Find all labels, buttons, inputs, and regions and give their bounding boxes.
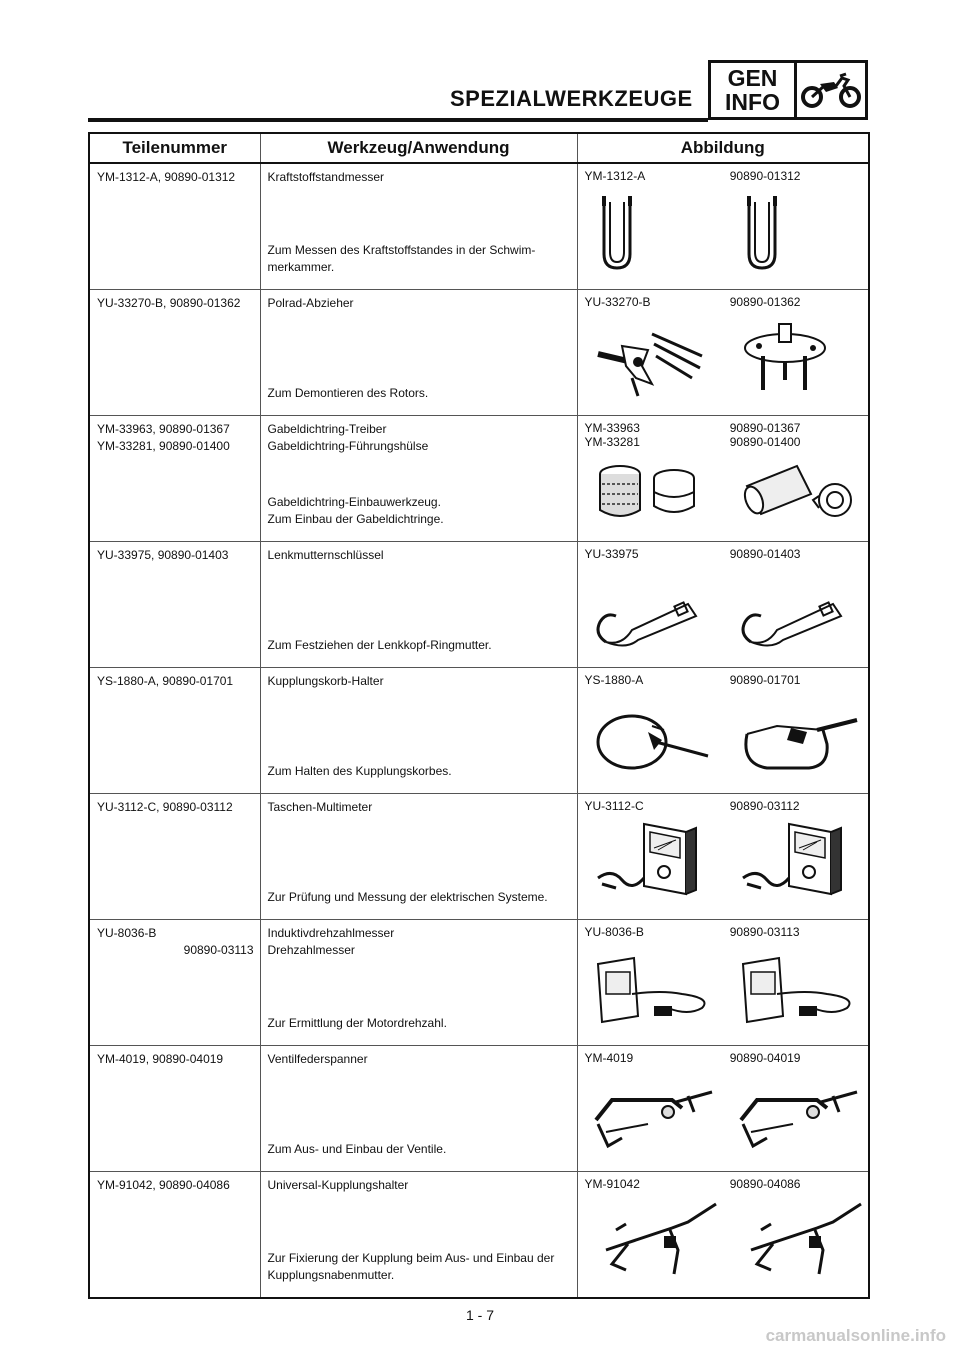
tool-use-cell <box>260 1172 577 1299</box>
badge-line-2: INFO <box>725 89 780 115</box>
table-row <box>89 542 869 668</box>
tool-name-secondary: Drehzahlmesser <box>267 943 355 957</box>
tool-use-cell <box>260 290 577 416</box>
illustration-code: YM-1312-A <box>584 169 646 183</box>
illustration-code: 90890-01367 <box>729 421 801 435</box>
illustration-cell <box>577 794 869 920</box>
tool-usage: Zum Festziehen der Lenkkopf-Ringmutter. <box>267 638 492 652</box>
illustration-code-secondary: 90890-01400 <box>729 435 801 449</box>
illustration-a <box>578 794 723 910</box>
illustration-b <box>723 290 868 406</box>
tool-name: Ventilfederspanner <box>267 1052 368 1066</box>
tool-usage: Zur Fixierung der Kupplung beim Aus- und Einbau der Kupplungsnabenmutter. <box>267 1251 555 1282</box>
tool-use-cell <box>260 163 577 290</box>
illustration-a <box>578 920 723 1036</box>
part-number: YM-4019, 90890-04019 <box>97 1052 224 1066</box>
part-number: YU-33270-B, 90890-01362 <box>97 296 241 310</box>
tool-usage: Zum Messen des Kraftstoffstandes in der Schwim-merkammer. <box>267 243 536 274</box>
illustration-a <box>578 1172 723 1288</box>
part-number-secondary: 90890-03113 <box>183 943 254 957</box>
illustration-code: 90890-01701 <box>729 673 801 687</box>
badge-line-1: GEN <box>727 65 778 91</box>
part-number-cell <box>89 416 260 542</box>
illustration-code: 90890-01312 <box>729 169 801 183</box>
tool-name: Taschen-Multimeter <box>267 800 373 814</box>
illustration-code: 90890-03112 <box>729 799 800 813</box>
part-number-cell <box>89 163 260 290</box>
page-number: 1 - 7 <box>465 1307 494 1323</box>
part-number: YU-3112-C, 90890-03112 <box>97 800 233 814</box>
table-row <box>89 416 869 542</box>
illustration-a <box>578 164 723 280</box>
illustration-b <box>723 164 868 280</box>
table-row <box>89 920 869 1046</box>
illustration-cell <box>577 1046 869 1172</box>
illustration-cell <box>577 542 869 668</box>
tool-use-cell <box>260 794 577 920</box>
tool-name: Kupplungskorb-Halter <box>267 674 384 688</box>
illustration-cell <box>577 1172 869 1299</box>
tool-name: Kraftstoffstandmesser <box>267 170 384 184</box>
tool-usage: Zum Demontieren des Rotors. <box>267 386 429 400</box>
illustration-a <box>578 1046 723 1162</box>
col-header-tool-use: Werkzeug/Anwendung <box>260 133 577 163</box>
tool-use-cell <box>260 542 577 668</box>
illustration-cell <box>577 668 869 794</box>
illustration-code: YM-91042 <box>584 1177 640 1191</box>
tool-use-cell <box>260 1046 577 1172</box>
col-header-part-number: Teilenummer <box>89 133 260 163</box>
part-number-secondary: YM-33281, 90890-01400 <box>97 439 230 453</box>
part-number-cell <box>89 1046 260 1172</box>
illustration-cell <box>577 920 869 1046</box>
part-number-cell <box>89 290 260 416</box>
part-number: YU-8036-B <box>97 926 157 940</box>
illustration-code: 90890-01362 <box>729 295 801 309</box>
tool-usage: Gabeldichtring-Einbauwerkzeug. Zum Einbau der Gabeldichtringe. <box>267 495 444 526</box>
illustration-cell <box>577 290 869 416</box>
illustration-b <box>723 920 868 1036</box>
illustration-a <box>578 416 723 532</box>
table-row <box>89 794 869 920</box>
illustration-cell <box>577 163 869 290</box>
tool-usage: Zum Halten des Kupplungskorbes. <box>267 764 452 778</box>
part-number-cell <box>89 542 260 668</box>
illustration-b <box>723 794 868 910</box>
page-title: SPEZIALWERKZEUGE <box>450 86 693 111</box>
illustration-code: 90890-04019 <box>729 1051 801 1065</box>
tool-usage: Zum Aus- und Einbau der Ventile. <box>267 1142 447 1156</box>
part-number-cell <box>89 668 260 794</box>
gen-info-label <box>711 63 797 117</box>
illustration-code: YU-33270-B <box>584 295 651 309</box>
illustration-code: YU-33975 <box>584 547 639 561</box>
tools-table <box>88 132 870 1299</box>
illustration-a <box>578 668 723 784</box>
tool-usage: Zur Ermittlung der Motordrehzahl. <box>267 1016 447 1030</box>
table-row <box>89 668 869 794</box>
part-number: YM-1312-A, 90890-01312 <box>97 170 236 184</box>
illustration-code: 90890-01403 <box>729 547 801 561</box>
part-number: YM-91042, 90890-04086 <box>97 1178 230 1192</box>
illustration-code: YU-8036-B <box>584 925 644 939</box>
illustration-code: YM-33963 <box>584 421 640 435</box>
part-number-cell <box>89 794 260 920</box>
tool-usage: Zur Prüfung und Messung der elektrischen Systeme. <box>267 890 548 904</box>
tool-name: Polrad-Abzieher <box>267 296 354 310</box>
illustration-code: 90890-03113 <box>729 925 800 939</box>
illustration-b <box>723 1172 868 1288</box>
part-number-cell <box>89 1172 260 1299</box>
illustration-code: 90890-04086 <box>729 1177 801 1191</box>
part-number: YS-1880-A, 90890-01701 <box>97 674 234 688</box>
tool-name: Induktivdrehzahlmesser <box>267 926 395 940</box>
table-row <box>89 163 869 290</box>
table-row <box>89 290 869 416</box>
illustration-b <box>723 416 868 532</box>
illustration-code: YS-1880-A <box>584 673 644 687</box>
part-number: YU-33975, 90890-01403 <box>97 548 229 562</box>
illustration-code-secondary: YM-33281 <box>584 435 640 449</box>
tool-use-cell <box>260 416 577 542</box>
part-number-cell <box>89 920 260 1046</box>
illustration-code: YU-3112-C <box>584 799 644 813</box>
tool-use-cell <box>260 920 577 1046</box>
illustration-code: YM-4019 <box>584 1051 634 1065</box>
illustration-b <box>723 668 868 784</box>
tool-name: Universal-Kupplungshalter <box>267 1178 409 1192</box>
illustration-a <box>578 542 723 658</box>
table-row <box>89 1172 869 1299</box>
illustration-a <box>578 290 723 406</box>
part-number: YM-33963, 90890-01367 <box>97 422 230 436</box>
tool-use-cell <box>260 668 577 794</box>
title-rule <box>88 118 708 122</box>
table-row <box>89 1046 869 1172</box>
illustration-b <box>723 542 868 658</box>
illustration-cell <box>577 416 869 542</box>
tool-name: Lenkmutternschlüssel <box>267 548 384 562</box>
table-header-row <box>89 133 869 163</box>
col-header-illustration: Abbildung <box>577 133 869 163</box>
illustration-b <box>723 1046 868 1162</box>
tool-name-secondary: Gabeldichtring-Führungshülse <box>267 439 429 453</box>
tool-name: Gabeldichtring-Treiber <box>267 422 387 436</box>
section-badge <box>708 60 868 120</box>
watermark: carmanualsonline.info <box>765 1326 946 1345</box>
motorcycle-icon <box>797 63 865 117</box>
